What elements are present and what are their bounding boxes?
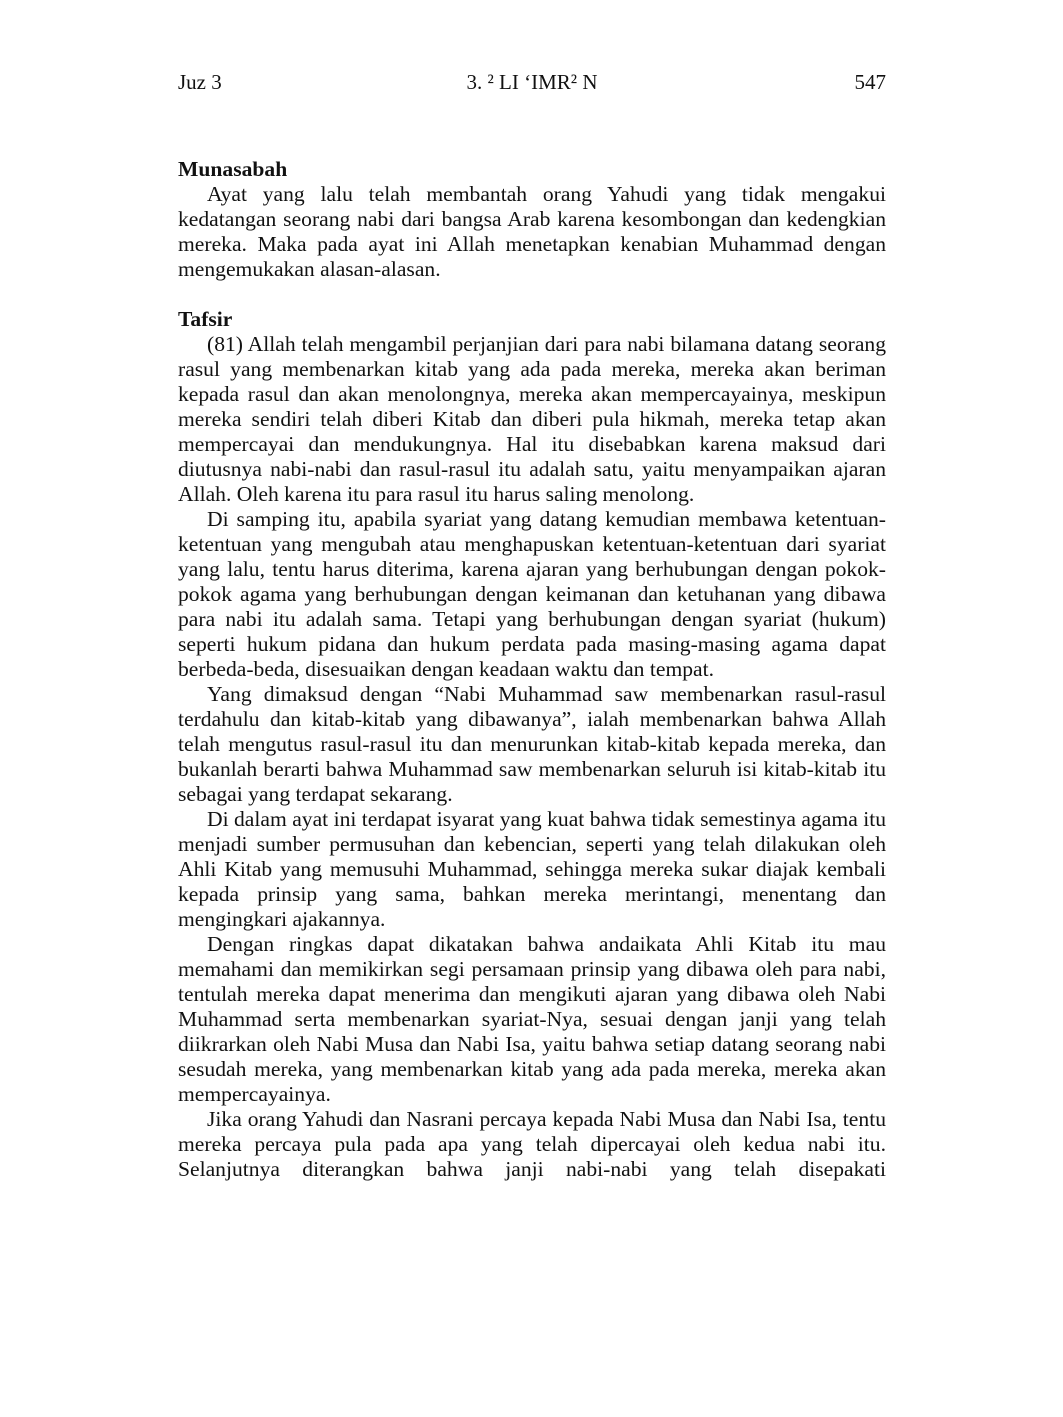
surah-title: 3. ² LI ‘IMR² N [466, 70, 598, 94]
heading-munasabah: Munasabah [178, 157, 288, 181]
paragraph: Yang dimaksud dengan “Nabi Muhammad saw membenarkan rasul-rasul terdahulu dan kitab-kitab yang dibawanya”, ialah membenarkan bahwa Allah telah mengutus rasul-rasul itu dan menurunkan kitab-kitab kepada mereka, dan bukanlah berarti bahwa Muhammad saw membenarkan seluruh isi kitab-kitab itu sebagai yang terdapat sekarang. [178, 682, 886, 806]
running-header [178, 70, 886, 100]
page-body [178, 157, 886, 1182]
paragraph: Dengan ringkas dapat dikatakan bahwa andaikata Ahli Kitab itu mau memahami dan memikirkan segi persamaan prinsip yang dibawa oleh para nabi, tentulah mereka dapat menerima dan mengikuti ajaran yang dibawa oleh Nabi Muhammad serta membenarkan syariat-Nya, sesuai dengan janji yang telah diikrarkan oleh Nabi Musa dan Nabi Isa, yaitu bahwa setiap datang seorang nabi sesudah mereka, yang membenarkan kitab yang ada pada mereka, mereka akan mempercayainya. [178, 932, 886, 1106]
paragraph: (81) Allah telah mengambil perjanjian dari para nabi bilamana datang seorang rasul yang membenarkan kitab yang ada pada mereka, mereka akan beriman kepada rasul dan akan menolongnya, mereka akan mempercayainya, meskipun mereka sendiri telah diberi Kitab dan diberi pula hikmah, mereka tetap akan mempercayai dan mendukungnya. Hal itu disebabkan karena maksud dari diutusnya nabi-nabi dan rasul-rasul itu adalah satu, yaitu menyampaikan ajaran Allah. Oleh karena itu para rasul itu harus saling menolong. [178, 332, 886, 506]
paragraph: Di samping itu, apabila syariat yang datang kemudian membawa ketentuan-ketentuan yang mengubah atau menghapuskan ketentuan-ketentuan dari syariat yang lalu, tentu harus diterima, karena ajaran yang berhubungan dengan pokok-pokok agama yang berhubungan dengan keimanan dan ketuhanan yang dibawa para nabi itu adalah sama. Tetapi yang berhubungan dengan syariat (hukum) seperti hukum pidana dan hukum perdata pada masing-masing agama dapat berbeda-beda, disesuaikan dengan keadaan waktu dan tempat. [178, 507, 886, 681]
page-number: 547 [854, 70, 886, 94]
juz-label: Juz 3 [178, 70, 222, 94]
paragraph: Di dalam ayat ini terdapat isyarat yang kuat bahwa tidak semestinya agama itu menjadi sumber permusuhan dan kebencian, seperti yang telah dilakukan oleh Ahli Kitab yang memusuhi Muhammad, sehingga mereka sukar diajak kembali kepada prinsip yang sama, bahkan mereka merintangi, menentang dan mengingkari ajakannya. [178, 807, 886, 931]
paragraph: Ayat yang lalu telah membantah orang Yahudi yang tidak mengakui kedatangan seorang nabi dari bangsa Arab karena kesombongan dan kedengkian mereka. Maka pada ayat ini Allah menetapkan kenabian Muhammad dengan mengemukakan alasan-alasan. [178, 182, 886, 281]
paragraph: Jika orang Yahudi dan Nasrani percaya kepada Nabi Musa dan Nabi Isa, tentu mereka percaya pula pada apa yang telah dipercayai oleh kedua nabi itu. Selanjutnya diterangkan bahwa janji nabi-nabi yang telah disepakati [178, 1107, 886, 1181]
heading-tafsir: Tafsir [178, 307, 233, 331]
